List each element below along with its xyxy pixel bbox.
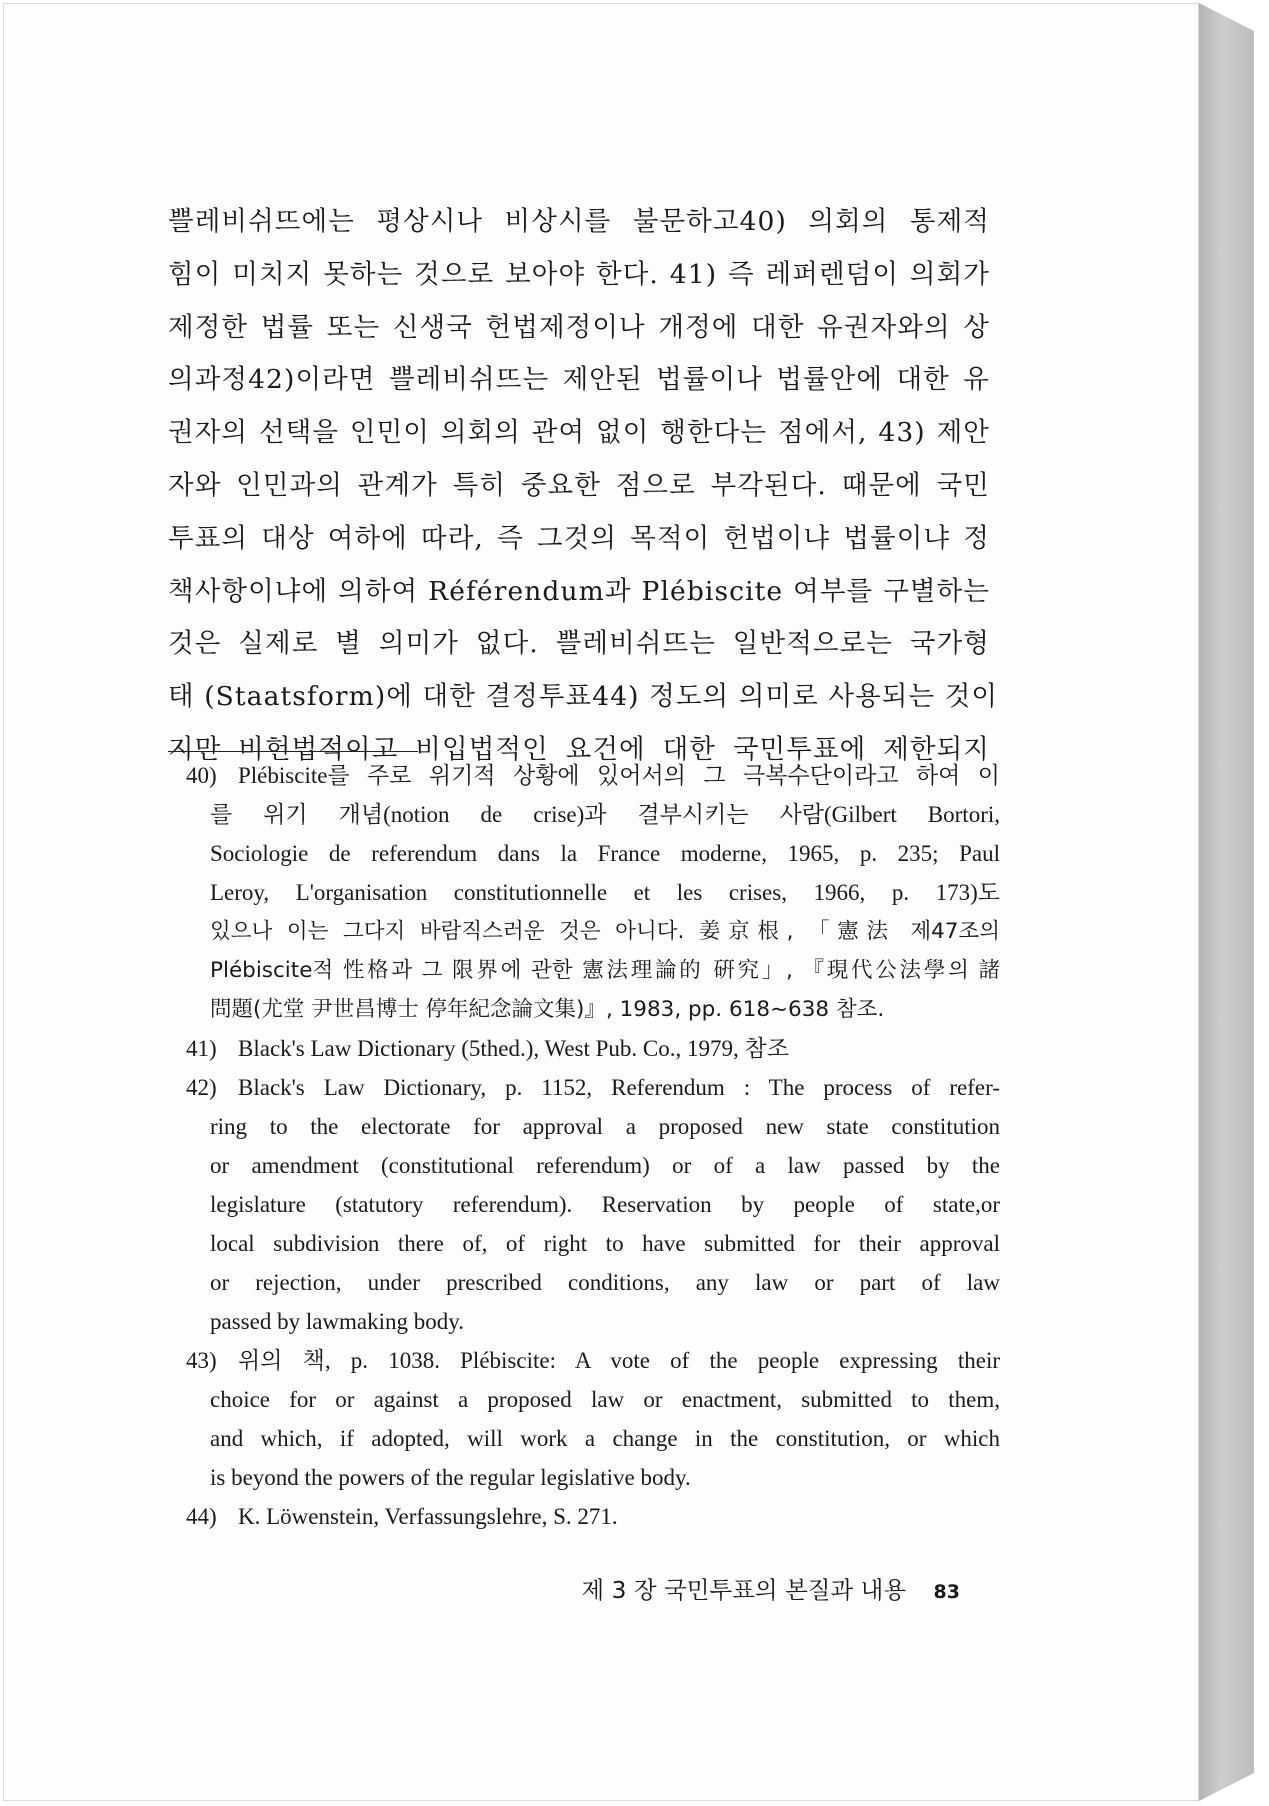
body-line: 쁠레비쉬뜨에는 평상시나 비상시를 불문하고40) 의회의 통제적 [168,206,990,237]
page-footer [581,1571,960,1605]
body-line: 의과정42)이라면 쁠레비쉬뜨는 제안된 법률이나 법률안에 대한 유 [168,364,990,396]
footnote-line: 있으나 이는 그다지 바람직스러운 것은 아니다. 姜京根, 「憲法 제47조의 [210,919,1000,944]
footnote-number: 43) [186,1348,217,1373]
footnote-line: Black's Law Dictionary, p. 1152, Referendum : The process of refer- [238,1075,1000,1100]
footnote-line: Plébiscite적 性格과 그 限界에 관한 憲法理論的 硏究」, 『現代公法學의 諸 [210,958,1000,983]
footnote-line: and which, if adopted, will work a change in the constitution, or which [210,1426,1000,1451]
footnote-line: Plébiscite를 주로 위기적 상황에 있어서의 그 극복수단이라고 하여 이 [238,763,1000,788]
footnote-line: Sociologie de referendum dans la France moderne, 1965, p. 235; Paul [210,841,1000,866]
body-line: 제정한 법률 또는 신생국 헌법제정이나 개정에 대한 유권자와의 상 [168,311,990,343]
body-line: 힘이 미치지 못하는 것으로 보아야 한다. 41) 즉 레퍼렌덤이 의회가 [168,258,990,290]
footnote-line: 問題(尤堂 尹世昌博士 停年紀念論文集)』, 1983, pp. 618~638 참조. [210,997,885,1022]
footnote-number: 41) [186,1036,217,1061]
footnote-line: or rejection, under prescribed conditions, any law or part of law [210,1270,1000,1295]
footnote-number: 42) [186,1075,217,1100]
body-line: 지만 비헌법적이고 비입법적인 요건에 대한 국민투표에 제한되지 [168,733,990,765]
main-text [168,196,999,777]
footnote-number: 44) [186,1504,217,1529]
page-stack-edge [1199,3,1254,1801]
footnote-line: 를 위기 개념(notion de crise)과 결부시키는 사람(Gilbert Bortori, [210,802,1000,827]
body-line: 것은 실제로 별 의미가 없다. 쁠레비쉬뜨는 일반적으로는 국가형 [168,628,990,660]
footnote-line: Black's Law Dictionary (5thed.), West Pub. Co., 1979, 참조 [238,1036,789,1061]
footnote-line: ring to the electorate for approval a proposed new state constitution [210,1114,1000,1139]
footnote-43 [188,1341,1000,1497]
footnote-40 [188,756,1000,1029]
footnote-line: passed by lawmaking body. [210,1309,465,1334]
footnote-line: Leroy, L'organisation constitutionnelle et les crises, 1966, p. 173)도 [210,880,1000,905]
chapter-title: 제 3 장 국민투표의 본질과 내용 [581,1576,907,1604]
footnote-42 [188,1068,1000,1341]
body-line: 투표의 대상 여하에 따라, 즉 그것의 목적이 헌법이냐 법률이냐 정 [168,522,990,554]
footnote-line: choice for or against a proposed law or enactment, submitted to them, [210,1387,1000,1412]
body-line: 자와 인민과의 관계가 특히 중요한 점으로 부각된다. 때문에 국민 [168,469,990,501]
body-line: 권자의 선택을 인민이 의회의 관여 없이 행한다는 점에서, 43) 제안 [168,417,990,449]
footnotes [188,756,1000,1536]
footnote-line: or amendment (constitutional referendum) or of a law passed by the [210,1153,1000,1178]
body-line: 책사항이냐에 의하여 Référendum과 Plébiscite 여부를 구별하는 [168,575,990,607]
body-line: 태 (Staatsform)에 대한 결정투표44) 정도의 의미로 사용되는 것이 [168,681,999,713]
footnote-number: 40) [186,763,217,788]
footnote-line: is beyond the powers of the regular legislative body. [210,1465,691,1490]
footnote-line: K. Löwenstein, Verfassungslehre, S. 271. [238,1504,618,1529]
footnote-separator [168,751,418,752]
footnote-41 [188,1029,1000,1068]
footnote-44 [188,1497,1000,1536]
page-number: 83 [933,1581,960,1603]
footnote-line: 위의 책, p. 1038. Plébiscite: A vote of the people expressing their [238,1348,1000,1373]
footnote-line: legislature (statutory referendum). Reservation by people of state,or [210,1192,1000,1217]
footnote-line: local subdivision there of, of right to have submitted for their approval [210,1231,1000,1256]
